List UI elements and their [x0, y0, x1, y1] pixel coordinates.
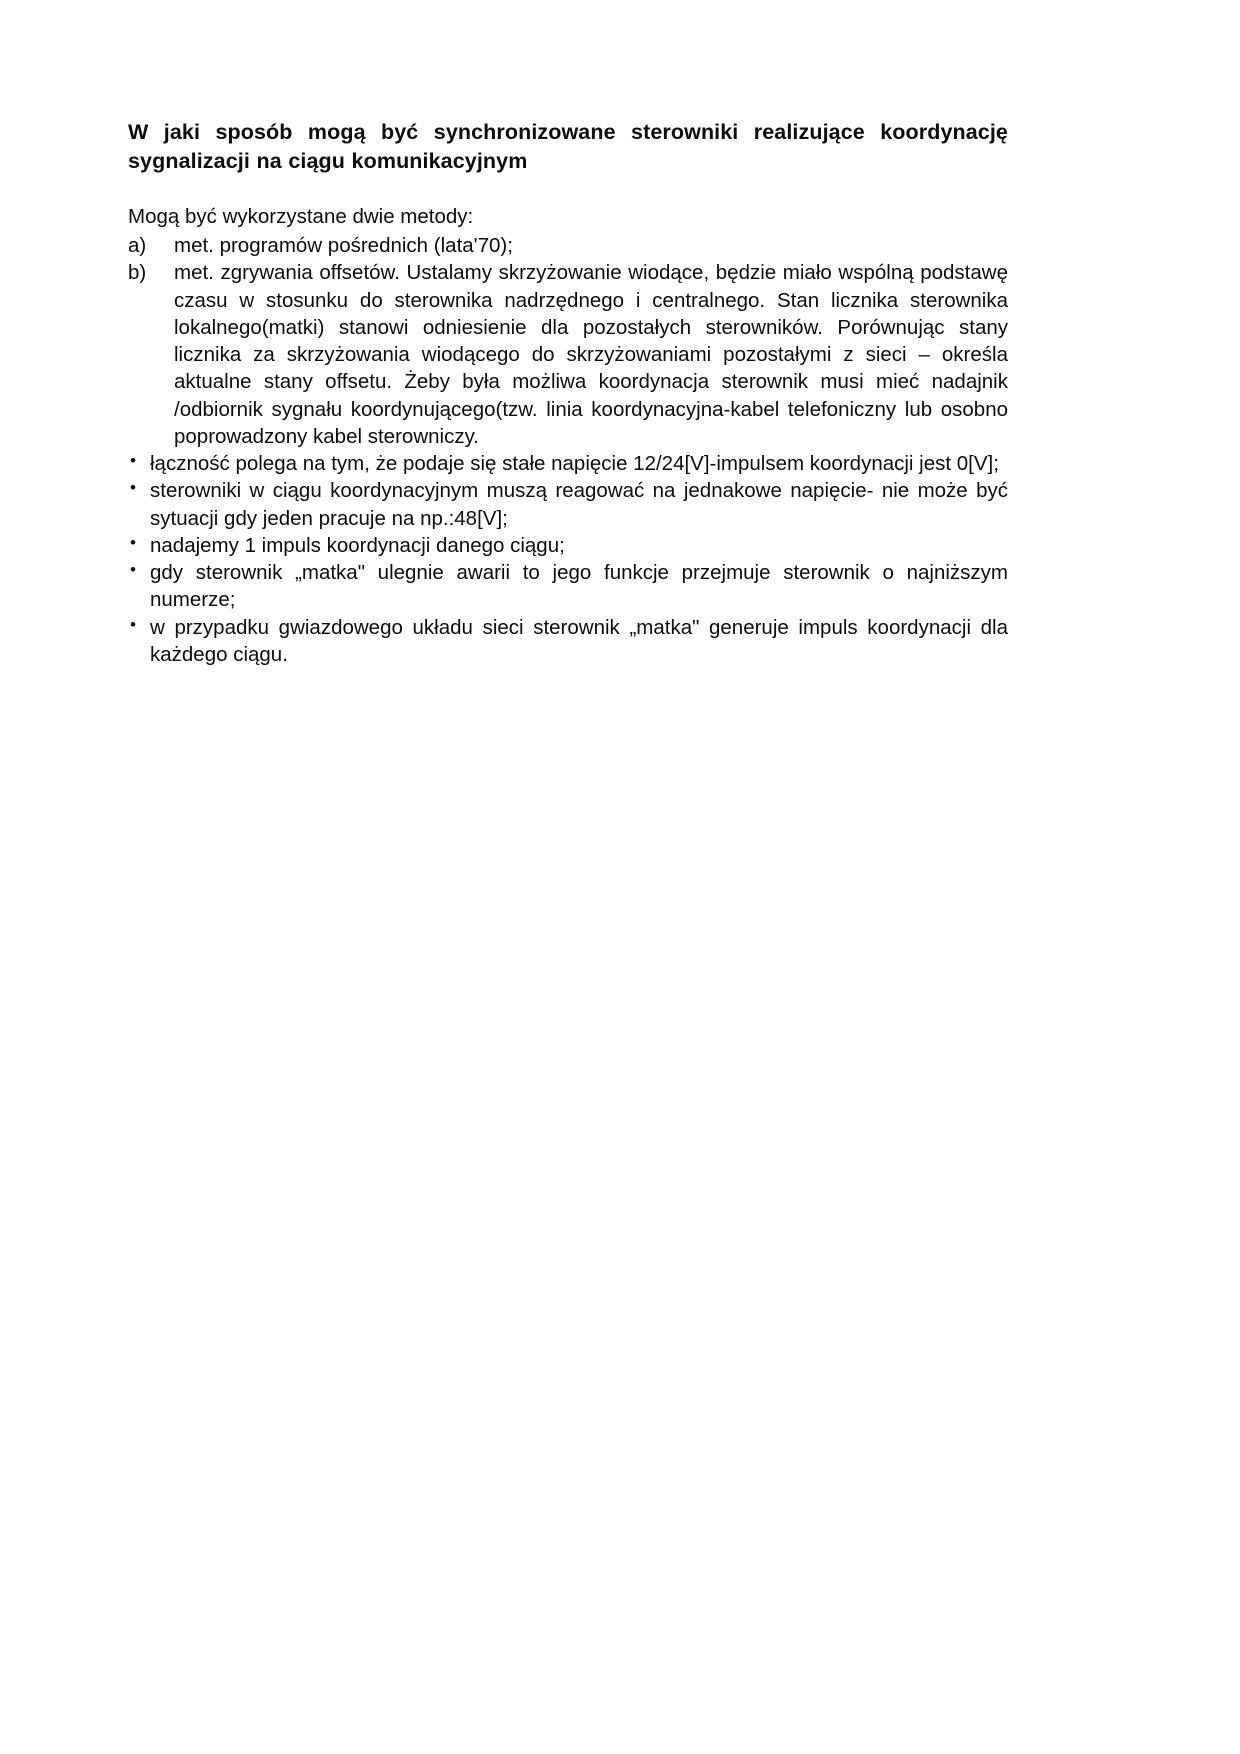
list-item — [128, 532, 1008, 559]
list-item-text: łączność polega na tym, że podaje się stałe napięcie 12/24[V]-impulsem koordynacji jest 0[V]; — [150, 452, 999, 476]
bullet-icon: • — [130, 532, 136, 552]
page-title-line-2: sygnalizacji na ciągu komunikacyjnym — [128, 148, 528, 173]
list-item-text: met. zgrywania offsetów. Ustalamy skrzyżowanie wiodące, będzie miało wspólną podstawę czasu w stosunku do sterownika nadrzędnego i centralnego. Stan licznika sterownika lokalnego(matki) stanowi odniesienie dla pozostałych sterowników. Porównując stany licznika za skrzyżowania wiodącego do skrzyżowaniami pozostałymi z sieci – określa aktualne stany offsetu. Żeby była możliwa koordynacja sterownik musi mieć nadajnik /odbiornik sygnału koordynującego(tzw. linia koordynacyjna-kabel telefoniczny lub osobno poprowadzony kabel sterowniczy. — [174, 261, 1008, 448]
lettered-list — [128, 232, 1008, 450]
bullet-icon: • — [130, 478, 136, 498]
list-item — [128, 259, 1008, 450]
intro-paragraph: Mogą być wykorzystane dwie metody: — [128, 205, 474, 229]
page-title-line-1: W jaki sposób mogą być synchronizowane sterowniki realizujące koordynację — [128, 120, 1008, 144]
list-item-text: gdy sterownik „matka" ulegnie awarii to jego funkcje przejmuje sterownik o najniższym numerze; — [150, 561, 1008, 612]
bullet-icon: • — [130, 451, 136, 471]
list-item — [128, 559, 1008, 614]
list-item — [128, 232, 1008, 259]
page-title — [128, 118, 1008, 175]
document-body — [128, 118, 1008, 668]
list-item-text: w przypadku gwiazdowego układu sieci sterownik „matka" generuje impuls koordynacji dla każdego ciągu. — [150, 615, 1008, 666]
list-item — [128, 450, 1008, 477]
list-item — [128, 477, 1008, 532]
list-item-text: met. programów pośrednich (lata'70); — [174, 234, 513, 258]
list-item-text: nadajemy 1 impuls koordynacji danego ciągu; — [150, 533, 565, 557]
list-item-text: sterowniki w ciągu koordynacyjnym muszą reagować na jednakowe napięcie- nie może być sytuacji gdy jeden pracuje na np.:48[V]; — [150, 479, 1008, 530]
bullet-icon: • — [130, 614, 136, 634]
list-item — [128, 614, 1008, 669]
bullet-icon: • — [130, 560, 136, 580]
list-item-marker: a) — [128, 234, 147, 258]
list-item-marker: b) — [128, 261, 147, 285]
bullet-list — [128, 450, 1008, 668]
